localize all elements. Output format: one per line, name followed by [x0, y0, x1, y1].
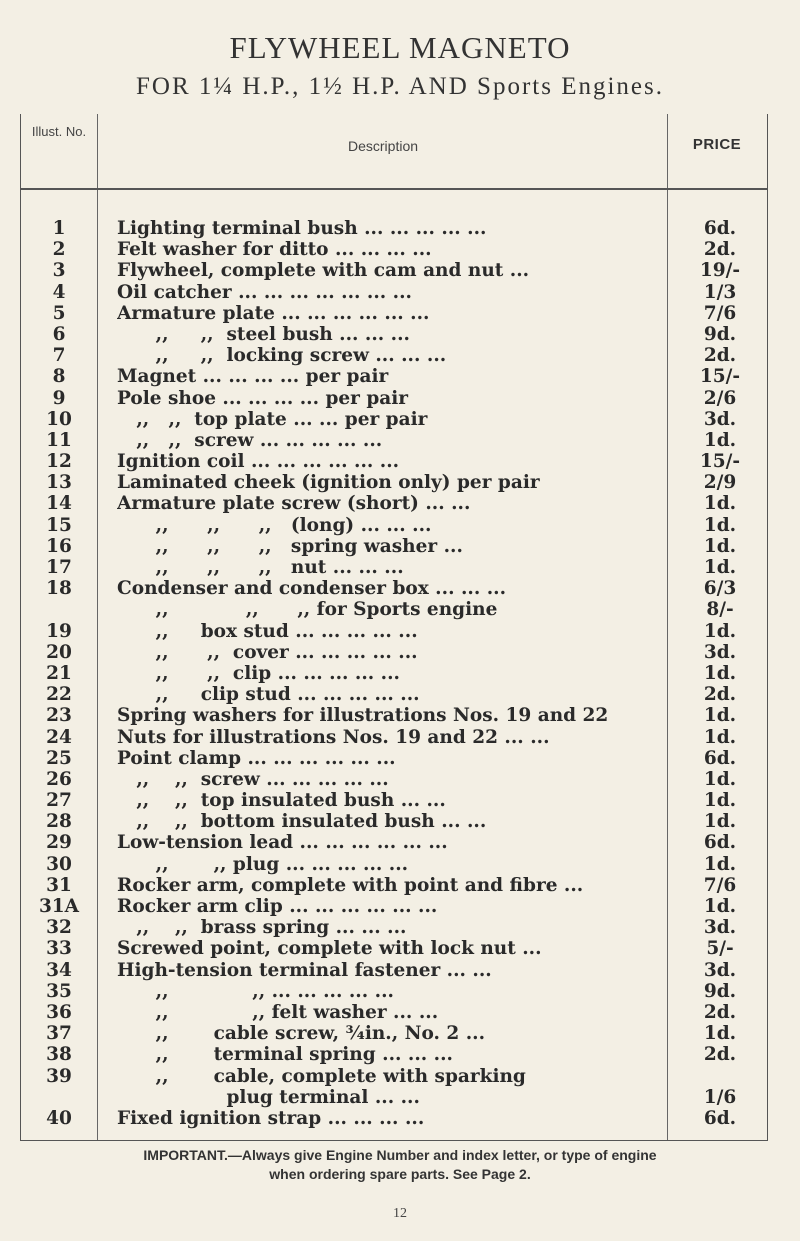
part-price: 1d. [703, 620, 737, 642]
table-row [21, 960, 767, 981]
table-row [21, 854, 767, 875]
part-description: ,, cable, complete with sparking [117, 1065, 526, 1087]
illust-no: 2 [52, 239, 66, 261]
table-row [21, 1044, 767, 1065]
header-rule [21, 188, 767, 190]
part-description: Low-tension lead ... ... ... ... ... ... [117, 832, 448, 854]
table-row [21, 663, 767, 684]
part-description: Armature plate screw (short) ... ... [117, 493, 471, 515]
part-price: 9d. [703, 323, 737, 345]
part-description: ,, ,, screw ... ... ... ... ... [117, 429, 383, 451]
table-row [21, 896, 767, 917]
part-description: ,, ,, clip ... ... ... ... ... [117, 662, 401, 684]
part-description: ,, ,, cover ... ... ... ... ... [117, 641, 418, 663]
part-price: 1d. [703, 896, 737, 917]
illust-no: 7 [52, 345, 66, 367]
illust-no: 23 [46, 705, 72, 727]
part-description: Pole shoe ... ... ... ... per pair [117, 387, 409, 409]
part-price: 2d. [703, 239, 737, 261]
part-price: 2/9 [703, 472, 737, 494]
illust-no: 11 [46, 429, 72, 451]
part-price: 1d. [703, 429, 737, 451]
table-row [21, 409, 767, 430]
illust-no: 20 [46, 641, 72, 663]
part-description: ,, ,, screw ... ... ... ... ... [117, 768, 389, 790]
table-row [21, 218, 767, 239]
illust-no: 1 [52, 218, 66, 239]
table-row [21, 557, 767, 578]
illust-no: 31 [46, 874, 72, 896]
illust-no: 30 [46, 853, 72, 875]
table-row [21, 451, 767, 472]
part-price: 3d. [703, 917, 737, 939]
illust-no: 9 [52, 387, 66, 409]
part-price: 1d. [703, 811, 737, 833]
part-price: 6d. [703, 832, 737, 854]
part-description: Magnet ... ... ... ... per pair [117, 366, 389, 388]
illust-no: 38 [46, 1044, 72, 1066]
part-description: Nuts for illustrations Nos. 19 and 22 ... ... [117, 726, 550, 748]
illust-no: 3 [52, 260, 66, 282]
part-price: 3d. [703, 408, 737, 430]
part-description: ,, ,, ,, (long) ... ... ... [117, 514, 432, 536]
part-price: 15/- [699, 451, 741, 473]
table-row [21, 599, 767, 620]
table-row [21, 790, 767, 811]
table-row [21, 324, 767, 345]
illust-no: 26 [46, 768, 72, 790]
table-row [21, 1002, 767, 1023]
column-header-description: Description [347, 138, 419, 154]
part-description: Rocker arm clip ... ... ... ... ... ... [117, 896, 438, 917]
part-description: Oil catcher ... ... ... ... ... ... ... [117, 281, 412, 303]
table-row [21, 536, 767, 557]
table-row [21, 917, 767, 938]
illust-no: 8 [52, 366, 66, 388]
part-price: 5/- [706, 938, 734, 960]
illust-no: 14 [46, 493, 72, 515]
table-body [21, 218, 767, 1129]
illust-no: 5 [52, 302, 66, 324]
illust-no: 37 [46, 1023, 72, 1045]
part-price: 6/3 [703, 578, 737, 600]
part-price: 1d. [703, 514, 737, 536]
part-description: High-tension terminal fastener ... ... [117, 959, 492, 981]
table-row [21, 282, 767, 303]
note-line: IMPORTANT.—Always give Engine Number and index letter, or type of engine [143, 1147, 657, 1163]
part-price: 1d. [703, 493, 737, 515]
part-description: Spring washers for illustrations Nos. 19 and 22 [117, 705, 609, 727]
illust-no: 18 [46, 578, 72, 600]
part-price: 1d. [703, 1023, 737, 1045]
part-price: 3d. [703, 641, 737, 663]
table-row [21, 345, 767, 366]
illust-no: 12 [46, 451, 72, 473]
part-description: Armature plate ... ... ... ... ... ... [117, 302, 430, 324]
part-price: 1d. [703, 853, 737, 875]
table-row [21, 578, 767, 599]
illust-no: 21 [46, 662, 72, 684]
illust-no: 28 [46, 811, 72, 833]
table-row [21, 642, 767, 663]
part-description: Ignition coil ... ... ... ... ... ... [117, 451, 400, 473]
illust-no: 29 [46, 832, 72, 854]
part-price: 6d. [703, 1107, 737, 1129]
part-price: 2d. [703, 1001, 737, 1023]
part-price: 1d. [703, 768, 737, 790]
table-row [21, 811, 767, 832]
part-description-continued: plug terminal ... ... [117, 1086, 420, 1108]
table-row [21, 366, 767, 387]
part-price: 2/6 [703, 387, 737, 409]
part-price: 1/3 [703, 281, 737, 303]
part-description: ,, ,, plug ... ... ... ... ... [117, 853, 409, 875]
table-row [21, 748, 767, 769]
illust-no: 27 [46, 790, 72, 812]
table-row [21, 303, 767, 324]
table-row [21, 684, 767, 705]
part-description: Rocker arm, complete with point and fibre ... [117, 874, 584, 896]
part-description: ,, ,, top plate ... ... per pair [117, 408, 428, 430]
important-note [20, 1146, 780, 1184]
part-price: 8/- [706, 599, 734, 621]
illust-no: 31A [38, 896, 80, 917]
part-price: 1d. [703, 790, 737, 812]
table-row [21, 621, 767, 642]
part-description: ,, ,, ... ... ... ... ... [117, 980, 394, 1002]
illust-no: 13 [46, 472, 72, 494]
part-description: Screwed point, complete with lock nut ... [117, 938, 542, 960]
part-description: ,, ,, felt washer ... ... [117, 1001, 439, 1023]
part-price: 1d. [703, 557, 737, 578]
illust-no: 25 [46, 747, 72, 769]
illust-no: 10 [46, 408, 72, 430]
table-row [21, 769, 767, 790]
page-title: FLYWHEEL MAGNETO [229, 30, 571, 65]
part-description: ,, ,, bottom insulated bush ... ... [117, 811, 487, 833]
part-description: ,, ,, top insulated bush ... ... [117, 790, 446, 812]
column-header-no: Illust. No. [31, 124, 87, 139]
part-price: 9d. [703, 980, 737, 1002]
part-description: Point clamp ... ... ... ... ... ... [117, 747, 396, 769]
illust-no: 22 [46, 684, 72, 706]
column-header-price: PRICE [692, 136, 742, 153]
table-row [21, 472, 767, 493]
part-price: 19/- [699, 260, 741, 282]
illust-no: 6 [52, 323, 66, 345]
illust-no: 15 [46, 514, 72, 536]
table-row [21, 938, 767, 959]
table-row [21, 260, 767, 281]
illust-no: 32 [46, 917, 72, 939]
part-price: 2d. [703, 684, 737, 706]
part-description: Lighting terminal bush ... ... ... ... ... [117, 218, 487, 239]
illust-no: 35 [46, 980, 72, 1002]
illust-no: 24 [46, 726, 72, 748]
illust-no: 16 [46, 535, 72, 557]
part-price: 7/6 [703, 302, 737, 324]
part-description: ,, ,, locking screw ... ... ... [117, 345, 447, 367]
table-row [21, 239, 767, 260]
table-row [21, 832, 767, 853]
table-row [21, 727, 767, 748]
part-price: 6d. [703, 218, 737, 239]
illust-no: 39 [46, 1065, 72, 1087]
illust-no: 4 [52, 281, 66, 303]
part-price: 6d. [703, 747, 737, 769]
part-description: ,, box stud ... ... ... ... ... [117, 620, 418, 642]
part-price: 1d. [703, 705, 737, 727]
part-price: 1d. [703, 726, 737, 748]
part-description: ,, ,, ,, spring washer ... [117, 535, 463, 557]
part-price: 2d. [703, 1044, 737, 1066]
table-row [21, 875, 767, 896]
part-description: ,, ,, brass spring ... ... ... [117, 917, 407, 939]
part-description: Flywheel, complete with cam and nut ... [117, 260, 530, 282]
part-price: 1d. [703, 535, 737, 557]
table-row [21, 1023, 767, 1044]
table-row [21, 430, 767, 451]
table-row [21, 388, 767, 409]
parts-table [20, 114, 768, 1141]
part-price: 1d. [703, 662, 737, 684]
note-line: when ordering spare parts. See Page 2. [269, 1166, 531, 1182]
illust-no: 36 [46, 1001, 72, 1023]
part-description: Fixed ignition strap ... ... ... ... [117, 1107, 425, 1129]
part-description: Laminated cheek (ignition only) per pair [117, 472, 540, 494]
table-row [21, 705, 767, 726]
part-price: 15/- [699, 366, 741, 388]
part-price: 7/6 [703, 874, 737, 896]
illust-no: 34 [46, 959, 72, 981]
part-description: ,, ,, ,, nut ... ... ... [117, 557, 404, 578]
part-description: ,, ,, ,, for Sports engine [117, 599, 498, 621]
table-row [21, 493, 767, 514]
part-description: ,, cable screw, ¾in., No. 2 ... [117, 1023, 486, 1045]
illust-no: 33 [46, 938, 72, 960]
part-description: ,, terminal spring ... ... ... [117, 1044, 453, 1066]
part-price: 3d. [703, 959, 737, 981]
part-price: 2d. [703, 345, 737, 367]
part-price: 1/6 [703, 1086, 737, 1108]
table-row [21, 1066, 767, 1108]
illust-no: 40 [46, 1107, 72, 1129]
page-number: 12 [393, 1206, 407, 1221]
table-row [21, 981, 767, 1002]
illust-no: 19 [46, 620, 72, 642]
part-description: ,, ,, steel bush ... ... ... [117, 323, 411, 345]
table-row [21, 1108, 767, 1129]
part-description: Condenser and condenser box ... ... ... [117, 578, 507, 600]
illust-no: 17 [46, 557, 72, 578]
part-description: Felt washer for ditto ... ... ... ... [117, 239, 432, 261]
part-description: ,, clip stud ... ... ... ... ... [117, 684, 420, 706]
table-row [21, 515, 767, 536]
page-subtitle: FOR 1¼ H.P., 1½ H.P. AND Sports Engines. [136, 73, 664, 100]
